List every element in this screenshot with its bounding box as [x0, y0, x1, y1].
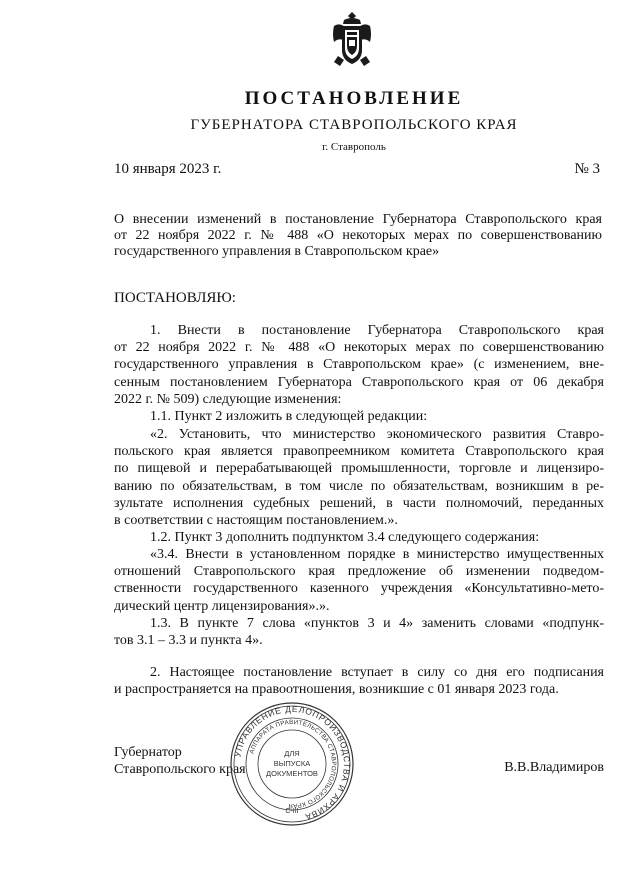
paragraph-1-3: [114, 615, 604, 649]
paragraph-1: [114, 322, 604, 408]
paragraph-line: в соответствии с настоящим постановлением.».: [114, 513, 398, 529]
paragraph-line: ственности государственного казенного учреждения «Консультативно-мето-: [114, 581, 604, 597]
subject-line: государственного управления в Ставропольском крае»: [114, 244, 440, 259]
paragraph-line: отношений Ставропольского края предложение об изменении подведом-: [114, 564, 604, 580]
official-stamp: [228, 700, 356, 828]
paragraph-line: ванию по обязательствам, в том числе по обязательствам, возникшим в ре-: [114, 478, 604, 494]
paragraph-1-1-quote: [114, 426, 604, 529]
decree-word: ПОСТАНОВЛЯЮ:: [114, 290, 236, 306]
paragraph-1-2: [114, 529, 604, 546]
paragraph-1-1: [114, 408, 604, 425]
paragraph-line: дический центр лицензирования».».: [114, 598, 330, 614]
document-title: ПОСТАНОВЛЕНИЕ: [244, 88, 464, 109]
stamp-center-line: ДЛЯ: [284, 749, 300, 758]
paragraph-line: 1.1. Пункт 2 изложить в следующей редакции:: [150, 409, 428, 424]
document-subject: [114, 212, 602, 260]
coat-of-arms-icon: [330, 12, 374, 68]
stamp-center-line: ВЫПУСКА: [273, 759, 311, 768]
paragraph-line: от 22 ноября 2022 г. № 488 «О некоторых мерах по совершенствованию: [114, 340, 604, 356]
stamp-code: С-III: [285, 808, 299, 815]
paragraph-line: 1.2. Пункт 3 дополнить подпунктом 3.4 следующего содержания:: [150, 530, 540, 545]
paragraph-line: «2. Установить, что министерство экономического развития Ставро-: [150, 427, 604, 442]
paragraph-line: 1.3. В пункте 7 слова «пунктов 3 и 4» заменить словами «подпунк-: [150, 616, 604, 631]
stamp-inner-text: АППАРАТА ПРАВИТЕЛЬСТВА СТАВРОПОЛЬСКОГО КРАЯ: [248, 718, 338, 810]
paragraph-line: «3.4. Внести в установленном порядке в министерство имущественных: [150, 547, 604, 562]
signatory-position-line: Губернатор: [114, 745, 182, 760]
paragraph-line: 2022 г. № 509) следующие изменения:: [114, 391, 342, 407]
subject-line: от 22 ноября 2022 г. № 488 «О некоторых мерах по совершенствованию: [114, 228, 602, 243]
signatory-name: В.В.Владимиров: [504, 760, 604, 775]
signatory-position-line: Ставропольского края: [114, 762, 246, 777]
signatory-position: [114, 744, 246, 778]
paragraph-line: по пищевой и перерабатывающей промышленности, торговле и лицензиро-: [114, 461, 604, 477]
stamp-center-line: ДОКУМЕНТОВ: [266, 769, 318, 778]
paragraph-line: тов 3.1 – 3.3 и пункта 4».: [114, 633, 263, 649]
document-number: № 3: [574, 161, 600, 177]
paragraph-line: и распространяется на правоотношения, возникшие с 01 января 2023 года.: [114, 682, 559, 698]
document-issuer: ГУБЕРНАТОРА СТАВРОПОЛЬСКОГО КРАЯ: [190, 117, 518, 133]
paragraph-line: сенным постановлением Губернатора Ставропольского края от 06 декабря: [114, 374, 604, 390]
paragraph-line: государственного управления в Ставропольском крае» (с изменением, вне-: [114, 357, 604, 373]
document-city: г. Ставрополь: [322, 141, 386, 153]
paragraph-2: [114, 664, 604, 698]
stamp-outer-text: УПРАВЛЕНИЕ ДЕЛОПРОИЗВОДСТВА И АРХИВА: [232, 703, 353, 823]
paragraph-line: 1. Внести в постановление Губернатора Ставропольского края: [150, 323, 604, 338]
paragraph-line: 2. Настоящее постановление вступает в силу со дня его подписания: [150, 665, 604, 680]
document-date: 10 января 2023 г.: [114, 161, 222, 177]
subject-line: О внесении изменений в постановление Губернатора Ставропольского края: [114, 212, 602, 227]
paragraph-1-2-quote: [114, 546, 604, 615]
paragraph-line: зультате исполнения судебных решений, в части полномочий, переданных: [114, 495, 604, 511]
paragraph-line: польского края является правопреемником комитета Ставропольского края: [114, 444, 604, 460]
